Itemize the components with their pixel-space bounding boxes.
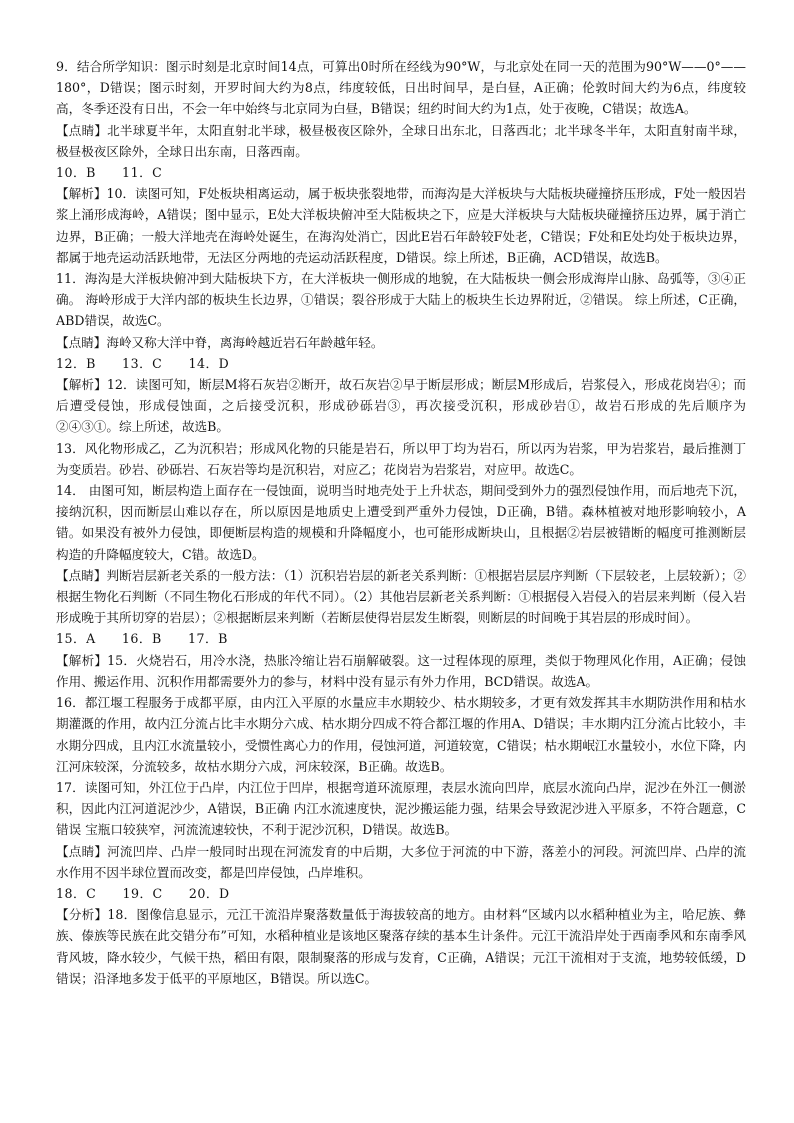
q9-note: 【点睛】北半球夏半年，太阳直射北半球，极昼极夜区除外，全球日出东北，日落西北；北半球冬半年，太阳直射南半球，极昼极夜区除外，全球日出东南，日落西南。 bbox=[56, 122, 746, 159]
q14-explanation: 14． 由图可知，断层构造上面存在一侵蚀面，说明当时地壳处于上升状态，期间受到外力的强烈侵蚀作用，而后地壳下沉，接纳沉积，因而断层山难以存在，所以原因是地质史上遭受到严重外力侵蚀，D正确，B错。森林植被对地形影响较小，A错。如果没有被外力侵蚀，即便断层构造的规模和升降幅度小，也可能形成断块山，且根据②岩层被错断的幅度可推测断层构造的升降幅度较大，C错。故选D。 bbox=[56, 483, 746, 562]
q16-explanation: 16．都江堰工程服务于成都平原，由内江入平原的水量应丰水期较少、枯水期较多，才更有效发挥其丰水期防洪作用和枯水期灌溉的作用，故内江分流占比丰水期分六成、枯水期分四成不符合都江堰的作用A、D错误；丰水期内江分流占比较小，丰水期分四成，且内江水流量较小，受惯性离心力的作用，侵蚀河道，河道较宽，C错误；枯水期岷江水量较小，水位下降，内江河床较深，分流较多，故枯水期分六成，河床较深，B正确。故选B。 bbox=[56, 695, 746, 774]
answers-10-11: 10．B 11．C bbox=[56, 165, 163, 181]
q18-analysis: 【分析】18．图像信息显示，元江干流沿岸聚落数量低于海拔较高的地方。由材料“区域内以水稻种植业为主，哈尼族、彝族、傣族等民族在此交错分布”可知，水稻种植业是该地区聚落存续的基本生计条件。元江干流沿岸处于西南季风和东南季风背风坡，降水较少，气候干热，稻田有限，限制聚落的形成与发育，C正确，A错误；元江干流相对于支流，地势较低缓，D错误；沿泽地多发于低平的平原地区，B错误。所以选C。 bbox=[56, 907, 746, 986]
q17-explanation: 17．读图可知，外江位于凸岸，内江位于凹岸，根据弯道环流原理，表层水流向凹岸，底层水流向凸岸，泥沙在外江一侧淤积，因此内江河道泥沙少，A错误，B正确 内江水流速度快，泥沙搬运能力强，结果会导致泥沙进入平原多，不符合题意，C错误 宝瓶口较狭窄，河流流速较快，不利于泥沙沉积，D错误。故选B。 bbox=[56, 779, 746, 838]
answers-18-20: 18．C 19．C 20．D bbox=[56, 885, 230, 901]
answers-12-14: 12．B 13．C 14．D bbox=[56, 355, 230, 371]
q10-analysis: 【解析】10．读图可知，F处板块相离运动，属于板块张裂地带，而海沟是大洋板块与大陆板块碰撞挤压形成，F处一般因岩浆上涌形成海岭，A错误；图中显示，E处大洋板块俯冲至大陆板块之下，应是大洋板块与大陆板块碰撞挤压边界，属于消亡边界，B正确；一般大洋地壳在海岭处诞生，在海沟处消亡，因此E岩石年龄较F处老，C错误；F处和E处均处于板块边界，都属于地壳运动活跃地带，无法区分两地的壳运动活跃程度，D错误。综上所述，B正确，ACD错误，故选B。 bbox=[56, 186, 746, 265]
q9-explanation: 9．结合所学知识：图示时刻是北京时间14点，可算出0时所在经线为90°W，与北京处在同一天的范围为90°W——0°——180°，D错误；图示时刻，开罗时间大约为8点，纬度较低，日出时间早，是白昼，A正确；伦敦时间大约为6点，纬度较高，冬季还没有日出，不会一年中始终与北京同为白昼，B错误；纽约时间大约为1点，处于夜晚，C错误；故选A。 bbox=[56, 59, 746, 117]
q12-analysis: 【解析】12．读图可知，断层M将石灰岩②断开，故石灰岩②早于断层形成；断层M形成后，岩浆侵入，形成花岗岩④；而后遭受侵蚀，形成侵蚀面，之后接受沉积，形成砂砾岩③，再次接受沉积，形成砂岩①，故岩石形成的先后顺序为②④③①。综上所述，故选B。 bbox=[56, 377, 746, 435]
answer-explanation-page bbox=[56, 56, 746, 989]
q10-11-note: 【点睛】海岭又称大洋中脊，离海岭越近岩石年龄越年轻。 bbox=[56, 334, 384, 350]
q11-explanation: 11．海沟是大洋板块俯冲到大陆板块下方，在大洋板块一侧形成的地貌，在大陆板块一侧会形成海岸山脉、岛弧等，③④正确。 海岭形成于大洋内部的板块生长边界，①错误；裂谷形成于大陆上的板块生长边界附近，②错误。 综上所述，C正确，ABD错误，故选C。 bbox=[56, 271, 746, 329]
q13-explanation: 13．风化物形成乙，乙为沉积岩；形成风化物的只能是岩石，所以甲丁均为岩石，所以丙为岩浆，甲为岩浆岩，最后推测丁为变质岩。砂岩、砂砾岩、石灰岩等均是沉积岩，对应乙；花岗岩为岩浆岩，对应甲。故选C。 bbox=[56, 440, 746, 477]
answers-15-17: 15．A 16．B 17．B bbox=[56, 631, 228, 647]
q15-analysis: 【解析】15．火烧岩石，用冷水浇，热胀冷缩让岩石崩解破裂。这一过程体现的原理，类似于物理风化作用，A正确；侵蚀作用、搬运作用、沉积作用都需要外力的参与，材料中没有显示有外力作用，BCD错误。故选A。 bbox=[56, 652, 746, 689]
q15-17-note: 【点睛】河流凹岸、凸岸一般同时出现在河流发育的中后期，大多位于河流的中下游，落差小的河段。河流凹岸、凸岸的流水作用不因半球位置而改变，都是凹岸侵蚀，凸岸堆积。 bbox=[56, 843, 746, 880]
q12-14-note: 【点睛】判断岩层新老关系的一般方法：（1）沉积岩岩层的新老关系判断：①根据岩层层序判断（下层较老，上层较新）；②根据生物化石判断（不同生物化石形成的年代不同）。（2）其他岩层新老关系判断：①根据侵入岩侵入的岩层来判断（侵入岩形成晚于其所切穿的岩层）；②根据断层来判断（若断层使得岩层发生断裂，则断层的时间晚于其岩层的形成时间）。 bbox=[56, 567, 746, 626]
